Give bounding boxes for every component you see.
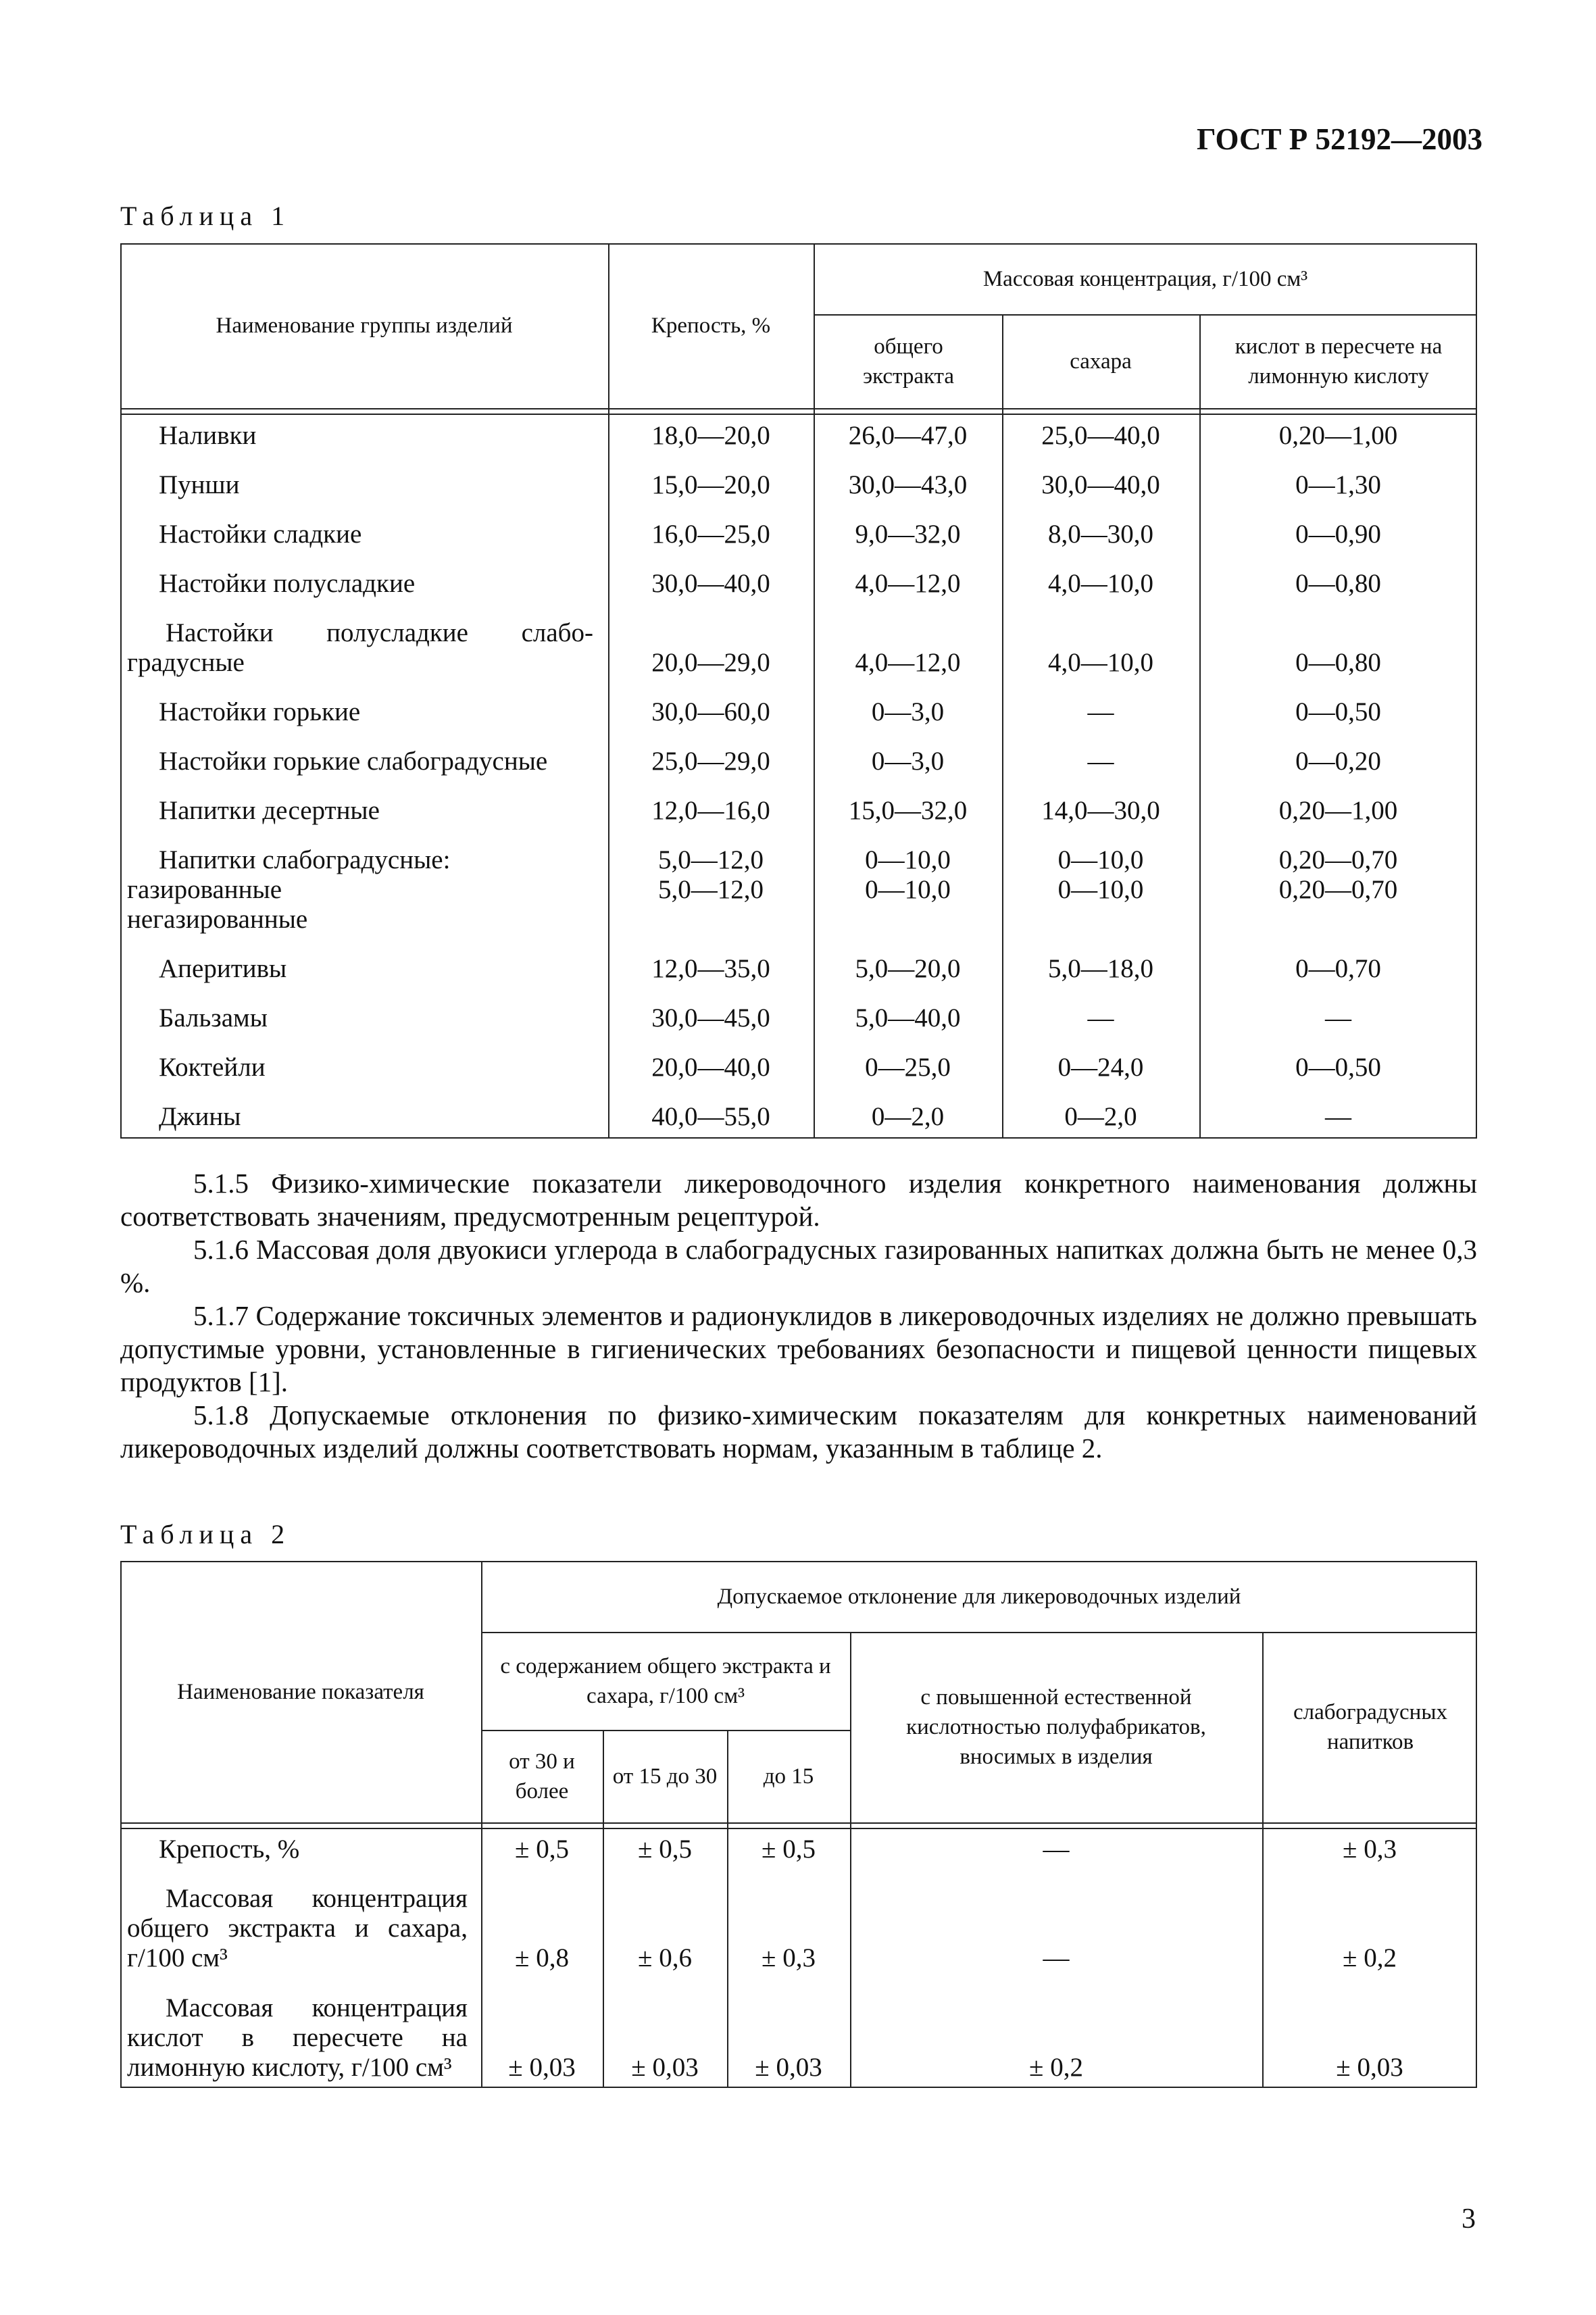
table2-row-15-30: ± 0,03 <box>631 2053 699 2082</box>
table1-header-extract: общего экстракта <box>862 334 955 389</box>
table2-caption: Таблица 2 <box>120 1519 291 1549</box>
table1-row-sugar: 14,0—30,0 <box>1041 796 1160 825</box>
table1-row-name: Настойки горькие слабоградусные <box>159 747 548 776</box>
paragraph-5-1-6: 5.1.6 Массовая доля двуокиси углерода в слабоградусных газированных напитках должна быть не менее 0,3 %. <box>120 1234 1477 1298</box>
table1-row-acid: 0,20—1,00 <box>1278 796 1398 825</box>
table2-row-acidity: — <box>1043 1835 1070 1864</box>
table1-row-sugar: 4,0—10,0 <box>1048 648 1153 677</box>
table2-header-extract-group: с содержанием общего экстракта и сахара, г/100 см³ <box>500 1653 831 1708</box>
table2-row-from-30: ± 0,8 <box>515 1943 569 1972</box>
table1-header-sugar: сахара <box>1070 349 1132 374</box>
table1-header-strength: Крепость, % <box>651 314 771 338</box>
table1-row-strength: 20,0—40,0 <box>651 1053 770 1082</box>
table1-row-name: Аперитивы <box>159 954 287 983</box>
table1-row-sugar: 25,0—40,0 <box>1041 421 1160 450</box>
table1-row-extract: 4,0—12,0 <box>855 569 961 598</box>
table1-row-extract: 5,0—20,0 <box>855 954 961 983</box>
table1-row-extract: 30,0—43,0 <box>848 470 968 499</box>
table1-row-strength: 30,0—45,0 <box>651 1003 770 1032</box>
table2-header-acidity: с повышенной естественной кислотностью полуфабрикатов, вносимых в изделия <box>906 1685 1206 1769</box>
table1-row-acid: — <box>1325 1003 1351 1032</box>
table1-row-extract: 0—3,0 <box>871 697 945 726</box>
table1-row-extract: 15,0—32,0 <box>848 796 968 825</box>
table1-row-group-name: Напитки слабоградусные: <box>159 845 451 874</box>
table1-row-acid: 0—0,50 <box>1295 697 1381 726</box>
table1-row-acid: — <box>1325 1102 1351 1131</box>
table1-row-name: Напитки десертные <box>159 796 380 825</box>
table1-row-extract: 0—10,0 <box>865 875 951 904</box>
paragraph-5-1-7: 5.1.7 Содержание токсичных элементов и радионуклидов в ликероводочных изделиях не должно превышать допустимые уровни, установленные в гигиенических требованиях безопасности и пищевой ценности пищевых продуктов [1]. <box>120 1300 1477 1397</box>
table2-row-name: Крепость, % <box>159 1835 300 1864</box>
table1-row-extract: 0—3,0 <box>871 747 945 776</box>
page-number: 3 <box>1462 2204 1476 2235</box>
table2-header-to-15: до 15 <box>763 1764 814 1789</box>
table1-row-name: негазированные <box>127 905 308 934</box>
table1-row-strength: 16,0—25,0 <box>651 520 770 549</box>
table1-row-name: Пунши <box>159 470 240 499</box>
table2-row-low-alcohol: ± 0,2 <box>1343 1943 1397 1972</box>
table1-row-strength: 18,0—20,0 <box>651 421 770 450</box>
table1-row-acid: 0—0,20 <box>1295 747 1381 776</box>
table1-row-acid: 0—0,80 <box>1295 569 1381 598</box>
table1-header-name: Наименование группы изделий <box>216 314 513 338</box>
table1-row-acid: 0—0,50 <box>1295 1053 1381 1082</box>
table1-row-extract: 0—2,0 <box>871 1102 945 1131</box>
table1-row-extract: 5,0—40,0 <box>855 1003 961 1032</box>
table1-row-name: Бальзамы <box>159 1003 268 1032</box>
table1-row-extract: 9,0—32,0 <box>855 520 961 549</box>
table1-row-strength: 20,0—29,0 <box>651 648 770 677</box>
table2-row-from-30: ± 0,03 <box>508 2053 576 2082</box>
table2-header-15-30: от 15 до 30 <box>612 1764 718 1789</box>
table2-row-to-15: ± 0,3 <box>762 1943 816 1972</box>
table1-row-acid: 0,20—0,70 <box>1278 845 1398 874</box>
table1-row-strength: 15,0—20,0 <box>651 470 770 499</box>
table1-row-acid: 0,20—1,00 <box>1278 421 1398 450</box>
paragraph-5-1-8: 5.1.8 Допускаемые отклонения по физико-химическим показателям для конкретных наименований ликероводочных изделий должны соответствовать нормам, указанным в таблице 2. <box>120 1399 1477 1464</box>
table1-row-extract: 0—25,0 <box>865 1053 951 1082</box>
table1-row-sugar: 8,0—30,0 <box>1048 520 1153 549</box>
table1-row-acid: 0—0,90 <box>1295 520 1381 549</box>
table1-row-extract: 0—10,0 <box>865 845 951 874</box>
table1-row-strength: 25,0—29,0 <box>651 747 770 776</box>
table1-row-acid: 0,20—0,70 <box>1278 875 1398 904</box>
table1-row-sugar: — <box>1087 747 1114 776</box>
table1-caption: Таблица 1 <box>120 201 291 231</box>
table1-row-acid: 0—1,30 <box>1295 470 1381 499</box>
table1-row-strength: 12,0—35,0 <box>651 954 770 983</box>
table1-row-strength: 5,0—12,0 <box>658 845 764 874</box>
table1-row-sugar: — <box>1087 697 1114 726</box>
table1-row-extract: 26,0—47,0 <box>848 421 968 450</box>
table1-row-sugar: 4,0—10,0 <box>1048 569 1153 598</box>
table1-row-strength: 30,0—40,0 <box>651 569 770 598</box>
table1-row-name: Настойки сладкие <box>159 520 362 549</box>
table2-row-acidity: — <box>1043 1943 1070 1972</box>
table2-header-from-30: от 30 и более <box>509 1749 575 1803</box>
table1 <box>120 243 1477 1139</box>
table1-row-name: Наливки <box>159 421 257 450</box>
table2-row-low-alcohol: ± 0,03 <box>1336 2053 1403 2082</box>
table1-header-mass: Массовая концентрация, г/100 см³ <box>982 266 1308 291</box>
table1-row-sugar: 0—24,0 <box>1057 1053 1144 1082</box>
table1-row-acid: 0—0,80 <box>1295 648 1381 677</box>
table1-row-sugar: 0—10,0 <box>1057 845 1144 874</box>
table1-row-sugar: — <box>1087 1003 1114 1032</box>
table2-row-low-alcohol: ± 0,3 <box>1343 1835 1397 1864</box>
table2-row-from-30: ± 0,5 <box>515 1835 569 1864</box>
table2-header-name: Наименование показателя <box>177 1679 424 1704</box>
table1-row-sugar: 0—2,0 <box>1064 1102 1137 1131</box>
table1-row-extract: 4,0—12,0 <box>855 648 961 677</box>
table1-row-name: Настойки полусладкие слабо-градусные <box>127 618 593 677</box>
paragraph-5-1-5: 5.1.5 Физико-химические показатели ликероводочного изделия конкретного наименования должны соответствовать значениям, предусмотренным рецептурой. <box>120 1168 1477 1232</box>
table2-row-to-15: ± 0,03 <box>755 2053 822 2082</box>
table2-row-name: Массовая концентрация кислот в пересчете на лимонную кислоту, г/100 см³ <box>127 1993 468 2082</box>
table1-row-strength: 40,0—55,0 <box>651 1102 770 1131</box>
document-header: ГОСТ Р 52192—2003 <box>1196 122 1482 156</box>
table1-row-name: Джины <box>159 1102 241 1131</box>
table1-row-strength: 30,0—60,0 <box>651 697 770 726</box>
table1-row-name: газированные <box>127 875 282 904</box>
table1-row-name: Настойки полусладкие <box>159 569 416 598</box>
table2-header-group: Допускаемое отклонение для ликероводочных изделий <box>717 1584 1241 1609</box>
table2-row-to-15: ± 0,5 <box>762 1835 816 1864</box>
table2-row-name: Массовая концентрация общего экстракта и сахара, г/100 см³ <box>127 1884 468 1972</box>
table1-row-sugar: 0—10,0 <box>1057 875 1144 904</box>
table2-header-low-alcohol: слабоградусных напитков <box>1293 1700 1448 1754</box>
table2-row-15-30: ± 0,5 <box>638 1835 692 1864</box>
table1-row-name: Настойки горькие <box>159 697 361 726</box>
table1-row-strength: 12,0—16,0 <box>651 796 770 825</box>
table1-row-sugar: 5,0—18,0 <box>1048 954 1153 983</box>
table1-row-strength: 5,0—12,0 <box>658 875 764 904</box>
table2 <box>120 1561 1477 2088</box>
table1-header-acid: кислот в пересчете на лимонную кислоту <box>1235 334 1443 389</box>
table2-row-15-30: ± 0,6 <box>638 1943 692 1972</box>
table1-row-name: Коктейли <box>159 1053 266 1082</box>
table2-row-acidity: ± 0,2 <box>1029 2053 1083 2082</box>
table1-row-sugar: 30,0—40,0 <box>1041 470 1160 499</box>
table1-row-acid: 0—0,70 <box>1295 954 1381 983</box>
